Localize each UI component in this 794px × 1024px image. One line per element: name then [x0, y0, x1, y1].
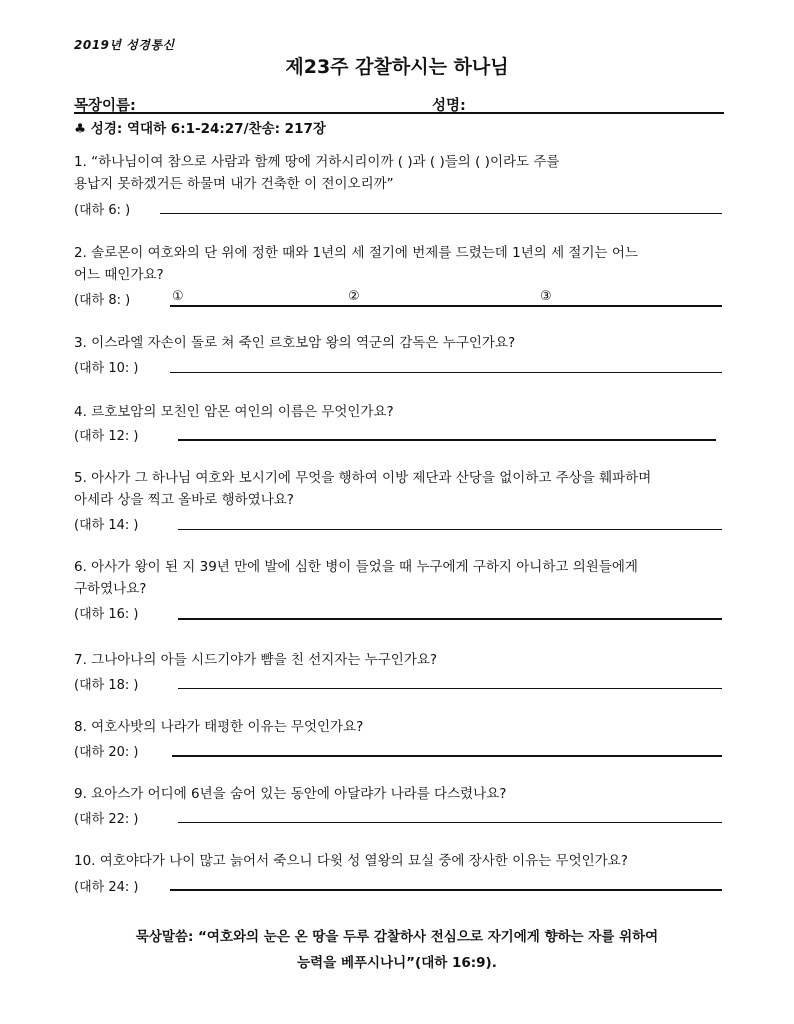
question-4-line-1: 4. 르호보암의 모친인 암몬 여인의 이름은 무엇인가요? — [74, 404, 394, 420]
question-5-line-1: 5. 아사가 그 하나님 여호와 보시기에 무엇을 행하여 이방 제단과 산당을 없이하고 주상을 훼파하며 — [74, 470, 652, 486]
question-7-reference: (대하 18: ) — [74, 678, 139, 693]
question-9-reference: (대하 22: ) — [74, 812, 139, 827]
question-5 — [74, 467, 724, 511]
meditation-verse-line-1: 묵상말씀: “여호와의 눈은 온 땅을 두루 감찰하사 전심으로 자기에게 향하는 자를 위하여 — [135, 929, 659, 945]
question-10-line-1: 10. 여호야다가 나이 많고 늙어서 죽으니 다윗 성 열왕의 묘실 중에 장사한 이유는 무엇인가요? — [74, 853, 628, 869]
question-3-answer-line[interactable] — [170, 372, 722, 373]
question-8-answer-line[interactable] — [172, 755, 722, 757]
question-6-line-1: 6. 아사가 왕이 된 지 39년 만에 발에 심한 병이 들었을 때 누구에게 구하지 아니하고 의원들에게 — [74, 559, 638, 575]
question-5-answer-line[interactable] — [178, 529, 722, 530]
question-2-line-1: 2. 솔로몬이 여호와의 단 위에 정한 때와 1년의 세 절기에 번제를 드렸는데 1년의 세 절기는 어느 — [74, 245, 638, 261]
person-name-label: 성명: — [432, 98, 466, 114]
header-divider — [74, 112, 724, 114]
question-6-reference: (대하 16: ) — [74, 607, 139, 622]
question-2-blank-2-number: ② — [348, 289, 360, 304]
page-title: 제23주 감찰하시는 하나님 — [285, 56, 509, 78]
question-2 — [74, 242, 724, 286]
question-9-line-1: 9. 요아스가 어디에 6년을 숨어 있는 동안에 아달랴가 나라를 다스렸나요? — [74, 786, 507, 802]
question-8 — [74, 716, 724, 738]
question-1-line-1: 1. “하나님이여 참으로 사람과 함께 땅에 거하시리이까 ( )과 ( )들의 ( )이라도 주를 — [74, 154, 560, 170]
question-6-answer-line[interactable] — [178, 618, 722, 620]
question-2-reference: (대하 8: ) — [74, 293, 131, 308]
question-4-reference: (대하 12: ) — [74, 429, 139, 444]
question-10-answer-line[interactable] — [170, 889, 722, 891]
question-10-reference: (대하 24: ) — [74, 880, 139, 895]
meditation-verse — [0, 924, 794, 976]
header-stamp: 2019년 성경통신 — [74, 38, 175, 52]
question-2-blank-1-number: ① — [172, 289, 184, 304]
question-8-reference: (대하 20: ) — [74, 745, 139, 760]
question-2-line-2: 어느 때인가요? — [74, 267, 164, 283]
question-3-reference: (대하 10: ) — [74, 361, 139, 376]
question-10 — [74, 850, 724, 872]
group-name-label: 목장이름: — [74, 98, 136, 114]
scripture-line: ♣ 성경: 역대하 6:1-24:27/찬송: 217장 — [74, 121, 326, 137]
question-1 — [74, 151, 724, 195]
question-9 — [74, 783, 724, 805]
question-1-line-2: 용납지 못하겠거든 하물며 내가 건축한 이 전이오리까” — [74, 176, 394, 192]
question-1-answer-line[interactable] — [160, 213, 722, 214]
question-3 — [74, 332, 724, 354]
question-9-answer-line[interactable] — [178, 822, 722, 823]
question-4-answer-line[interactable] — [178, 439, 716, 441]
question-6-line-2: 구하였나요? — [74, 581, 147, 597]
question-5-line-2: 아세라 상을 찍고 올바로 행하였나요? — [74, 492, 294, 508]
question-2-blank-3-number: ③ — [540, 289, 552, 304]
question-4 — [74, 401, 724, 423]
question-1-reference: (대하 6: ) — [74, 203, 131, 218]
question-7-answer-line[interactable] — [178, 688, 722, 689]
question-7-line-1: 7. 그나아나의 아들 시드기야가 뺨을 친 선지자는 누구인가요? — [74, 652, 438, 668]
meditation-verse-line-2: 능력을 베푸시나니”(대하 16:9). — [297, 955, 497, 971]
question-3-line-1: 3. 이스라엘 자손이 돌로 쳐 죽인 르호보암 왕의 역군의 감독은 누구인가요? — [74, 335, 516, 351]
question-8-line-1: 8. 여호사밧의 나라가 태평한 이유는 무엇인가요? — [74, 719, 364, 735]
question-6 — [74, 556, 724, 600]
question-5-reference: (대하 14: ) — [74, 518, 139, 533]
question-7 — [74, 649, 724, 671]
question-2-answer-line[interactable] — [170, 305, 722, 307]
